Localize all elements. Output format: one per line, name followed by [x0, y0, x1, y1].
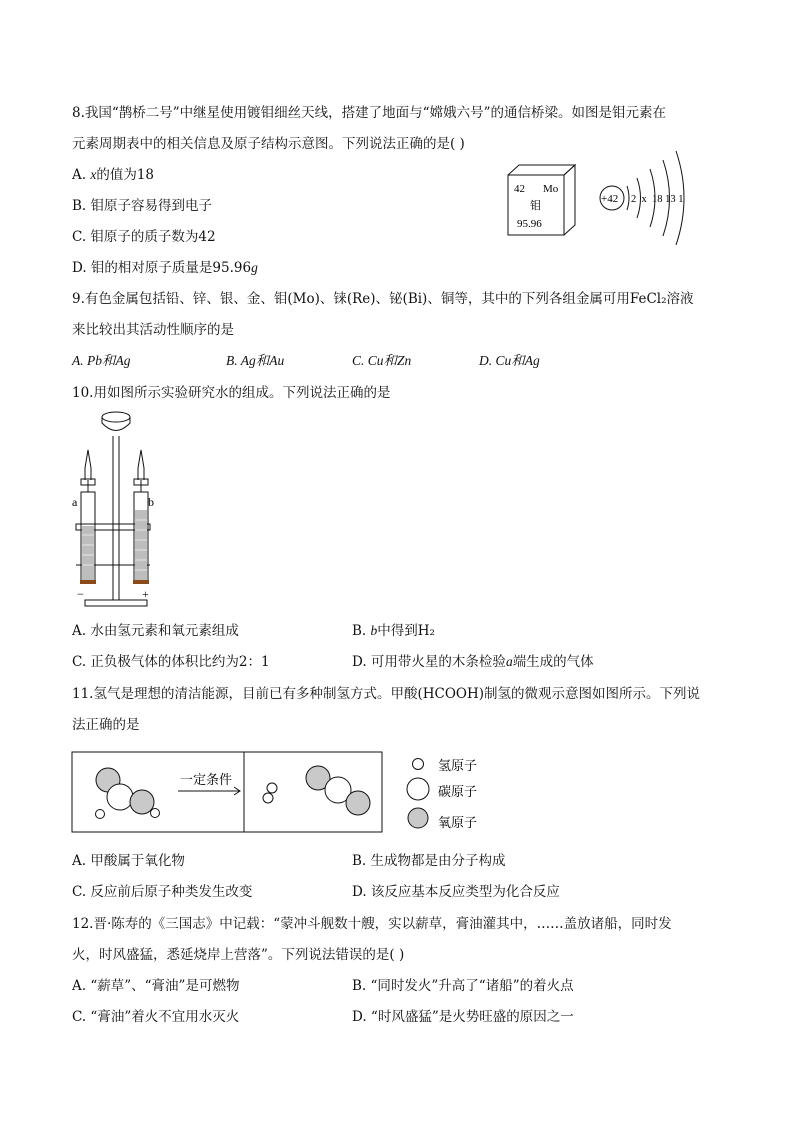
q8-stem-line1: 8.我国“鹊桥二号”中继星使用镀钼细丝天线，搭建了地面与“嫦娥六号”的通信桥梁。如图是钼元素在: [72, 105, 666, 121]
reactant-box: [72, 752, 244, 832]
electrolysis-apparatus: [68, 410, 163, 610]
q8-option-b[interactable]: B. 钼原子容易得到电子: [72, 198, 213, 214]
q11-option-c[interactable]: C. 反应前后原子种类发生改变: [72, 884, 253, 900]
q10-option-b-prefix: B.: [352, 623, 371, 639]
label-plus: +: [142, 587, 149, 601]
stand-base: [85, 600, 147, 606]
q11-option-d[interactable]: D. 该反应基本反应类型为化合反应: [352, 884, 560, 900]
q12-stem-line2: 火，时风盛猛，悉延烧岸上营落”。下列说法错误的是( ): [72, 947, 405, 963]
reactant-molecule: [96, 768, 160, 819]
q10-stem: 10.用如图所示实验研究水的组成。下列说法正确的是: [72, 385, 391, 401]
q11-stem-line1: 11.氢气是理想的清洁能源，目前已有多种制氢方式。甲酸(HCOOH)制氢的微观示意图如图所示。下列说: [72, 686, 701, 702]
q8-option-d-text: D. 钼的相对原子质量是95.96: [72, 260, 252, 276]
nozzle-b: [138, 450, 144, 492]
label-a: a: [72, 495, 78, 509]
q10-option-c[interactable]: C. 正负极气体的体积比约为2：1: [72, 654, 270, 670]
reaction-diagram: [70, 748, 500, 838]
q12-option-d[interactable]: D. “时风盛猛”是火势旺盛的原因之一: [352, 1009, 574, 1025]
water-fill: [82, 510, 147, 581]
q8-option-d-unit: g: [251, 260, 258, 275]
q10-option-d[interactable]: [352, 653, 594, 671]
q10-option-d-var: a: [505, 654, 513, 669]
q12-stem-line1: 12.晋·陈寿的《三国志》中记载：“蒙冲斗舰数十艘，实以薪草，膏油灌其中，……盖放诸船，同时发: [72, 916, 672, 932]
q9-stem-line2: 来比较出其活动性顺序的是: [72, 322, 234, 338]
element-atomic-number: 42: [514, 183, 525, 195]
q8-option-c[interactable]: C. 钼原子的质子数为42: [72, 229, 216, 245]
q9-option-a[interactable]: A. Pb和Ag: [72, 353, 131, 368]
q8-stem-line2: 元素周期表中的相关信息及原子结构示意图。下列说法正确的是( ): [72, 136, 465, 152]
q12-option-a[interactable]: A. “薪草”、“膏油”是可燃物: [72, 978, 240, 994]
q9-option-b[interactable]: B. Ag和Au: [226, 353, 285, 368]
element-name: 钼: [530, 199, 541, 212]
q11-option-b[interactable]: B. 生成物都是由分子构成: [352, 853, 506, 869]
nozzle-a: [85, 450, 91, 492]
electrodes: [80, 580, 149, 584]
label-b: b: [148, 495, 154, 509]
q10-option-a[interactable]: A. 水由氢元素和氧元素组成: [72, 623, 239, 639]
legend-carbon: 碳原子: [438, 785, 478, 800]
q11-stem-line2: 法正确的是: [72, 717, 140, 733]
element-card-side: [564, 165, 575, 235]
q8-option-a-var: x: [90, 167, 97, 182]
atom-shell-electrons: 2 x 18 13 1: [631, 194, 684, 205]
q8-option-a[interactable]: [72, 166, 154, 184]
q12-option-b[interactable]: B. “同时发火”升高了“诸船”的着火点: [352, 978, 574, 994]
element-symbol: Mo: [543, 183, 559, 195]
q10-option-b-var: b: [370, 623, 378, 638]
q10-option-b[interactable]: [352, 622, 435, 640]
funnel-top: [102, 412, 130, 422]
q10-option-d-text: 端生成的气体: [512, 654, 594, 670]
q8-option-a-text: 的值为18: [96, 167, 155, 183]
element-card-figure: [505, 163, 585, 243]
shell-arc-1: [627, 186, 629, 210]
q9-option-d[interactable]: D. Cu和Ag: [479, 353, 540, 368]
q10-option-b-text: 中得到H₂: [377, 623, 435, 639]
reaction-condition: 一定条件: [180, 773, 233, 788]
q11-option-a[interactable]: A. 甲酸属于氧化物: [72, 853, 185, 869]
q9-stem-line1: 9.有色金属包括铅、锌、银、金、钼(Mo)、铼(Re)、铋(Bi)、铜等，其中的下列各组金属可用FeCl₂溶液: [72, 291, 694, 307]
label-minus: −: [77, 587, 84, 601]
q8-option-d[interactable]: [72, 259, 258, 277]
q8-option-a-prefix: A.: [72, 167, 91, 183]
atom-nucleus-charge: +42: [601, 193, 619, 205]
legend-oxygen: 氧原子: [438, 816, 478, 831]
funnel-body: [102, 417, 130, 431]
q12-option-c[interactable]: C. “膏油”着火不宜用水灭火: [72, 1009, 240, 1025]
q9-option-c[interactable]: C. Cu和Zn: [352, 353, 412, 368]
product-molecules: [263, 766, 370, 815]
element-atomic-mass: 95.96: [517, 218, 542, 230]
atom-structure-diagram: [592, 150, 702, 260]
legend-hydrogen: 氢原子: [438, 759, 478, 774]
q10-option-d-prefix: D. 可用带火星的木条检验: [352, 654, 506, 670]
legend-symbols: [407, 759, 429, 829]
